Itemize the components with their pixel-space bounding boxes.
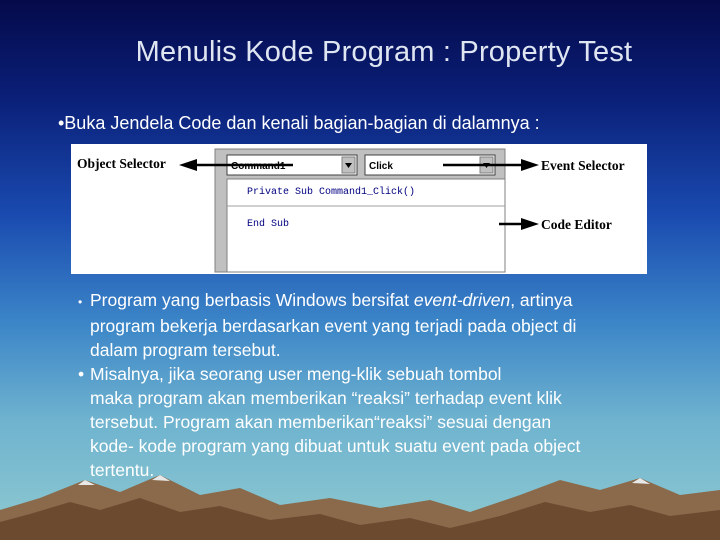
arrow-right-icon [521, 159, 539, 171]
code-editor-label: Code Editor [541, 217, 612, 232]
arrow-right-icon [521, 218, 539, 230]
object-selector-label: Object Selector [77, 156, 166, 171]
arrow-left-icon [179, 159, 197, 171]
mountain-range-decoration [0, 450, 720, 540]
bullet-marker: • [78, 295, 83, 309]
bullet-text: , artinya program bekerja berdasarkan event yang terjadi pada object di dalam program tersebut. [90, 290, 577, 360]
intro-text: •Buka Jendela Code dan kenali bagian-bagian di dalamnya : [58, 113, 540, 133]
code-line-1: Private Sub Command1_Click() [247, 187, 416, 198]
bullet-marker: • [78, 364, 85, 384]
event-selector-label: Event Selector [541, 158, 625, 173]
bullet-text: Misalnya, jika seorang user meng-klik sebuah tombol maka program akan memberikan “reaksi” terhadap event klik tersebut. Program akan memberikan“reaksi” sesuai dengan kode- kode program yang dibuat untuk suatu event pada object tertentu. [90, 364, 581, 480]
slide-title: Menulis Kode Program : Property Test [135, 36, 633, 68]
object-dropdown-value: Command1 [231, 161, 286, 172]
event-dropdown-value: Click [369, 161, 393, 172]
bullet-text: Program yang berbasis Windows bersifat [90, 290, 414, 310]
bullet-italic-text: event-driven [413, 290, 511, 310]
bullet-item-1 [78, 288, 678, 362]
code-window-figure [71, 144, 647, 274]
code-line-2: End Sub [247, 219, 290, 230]
